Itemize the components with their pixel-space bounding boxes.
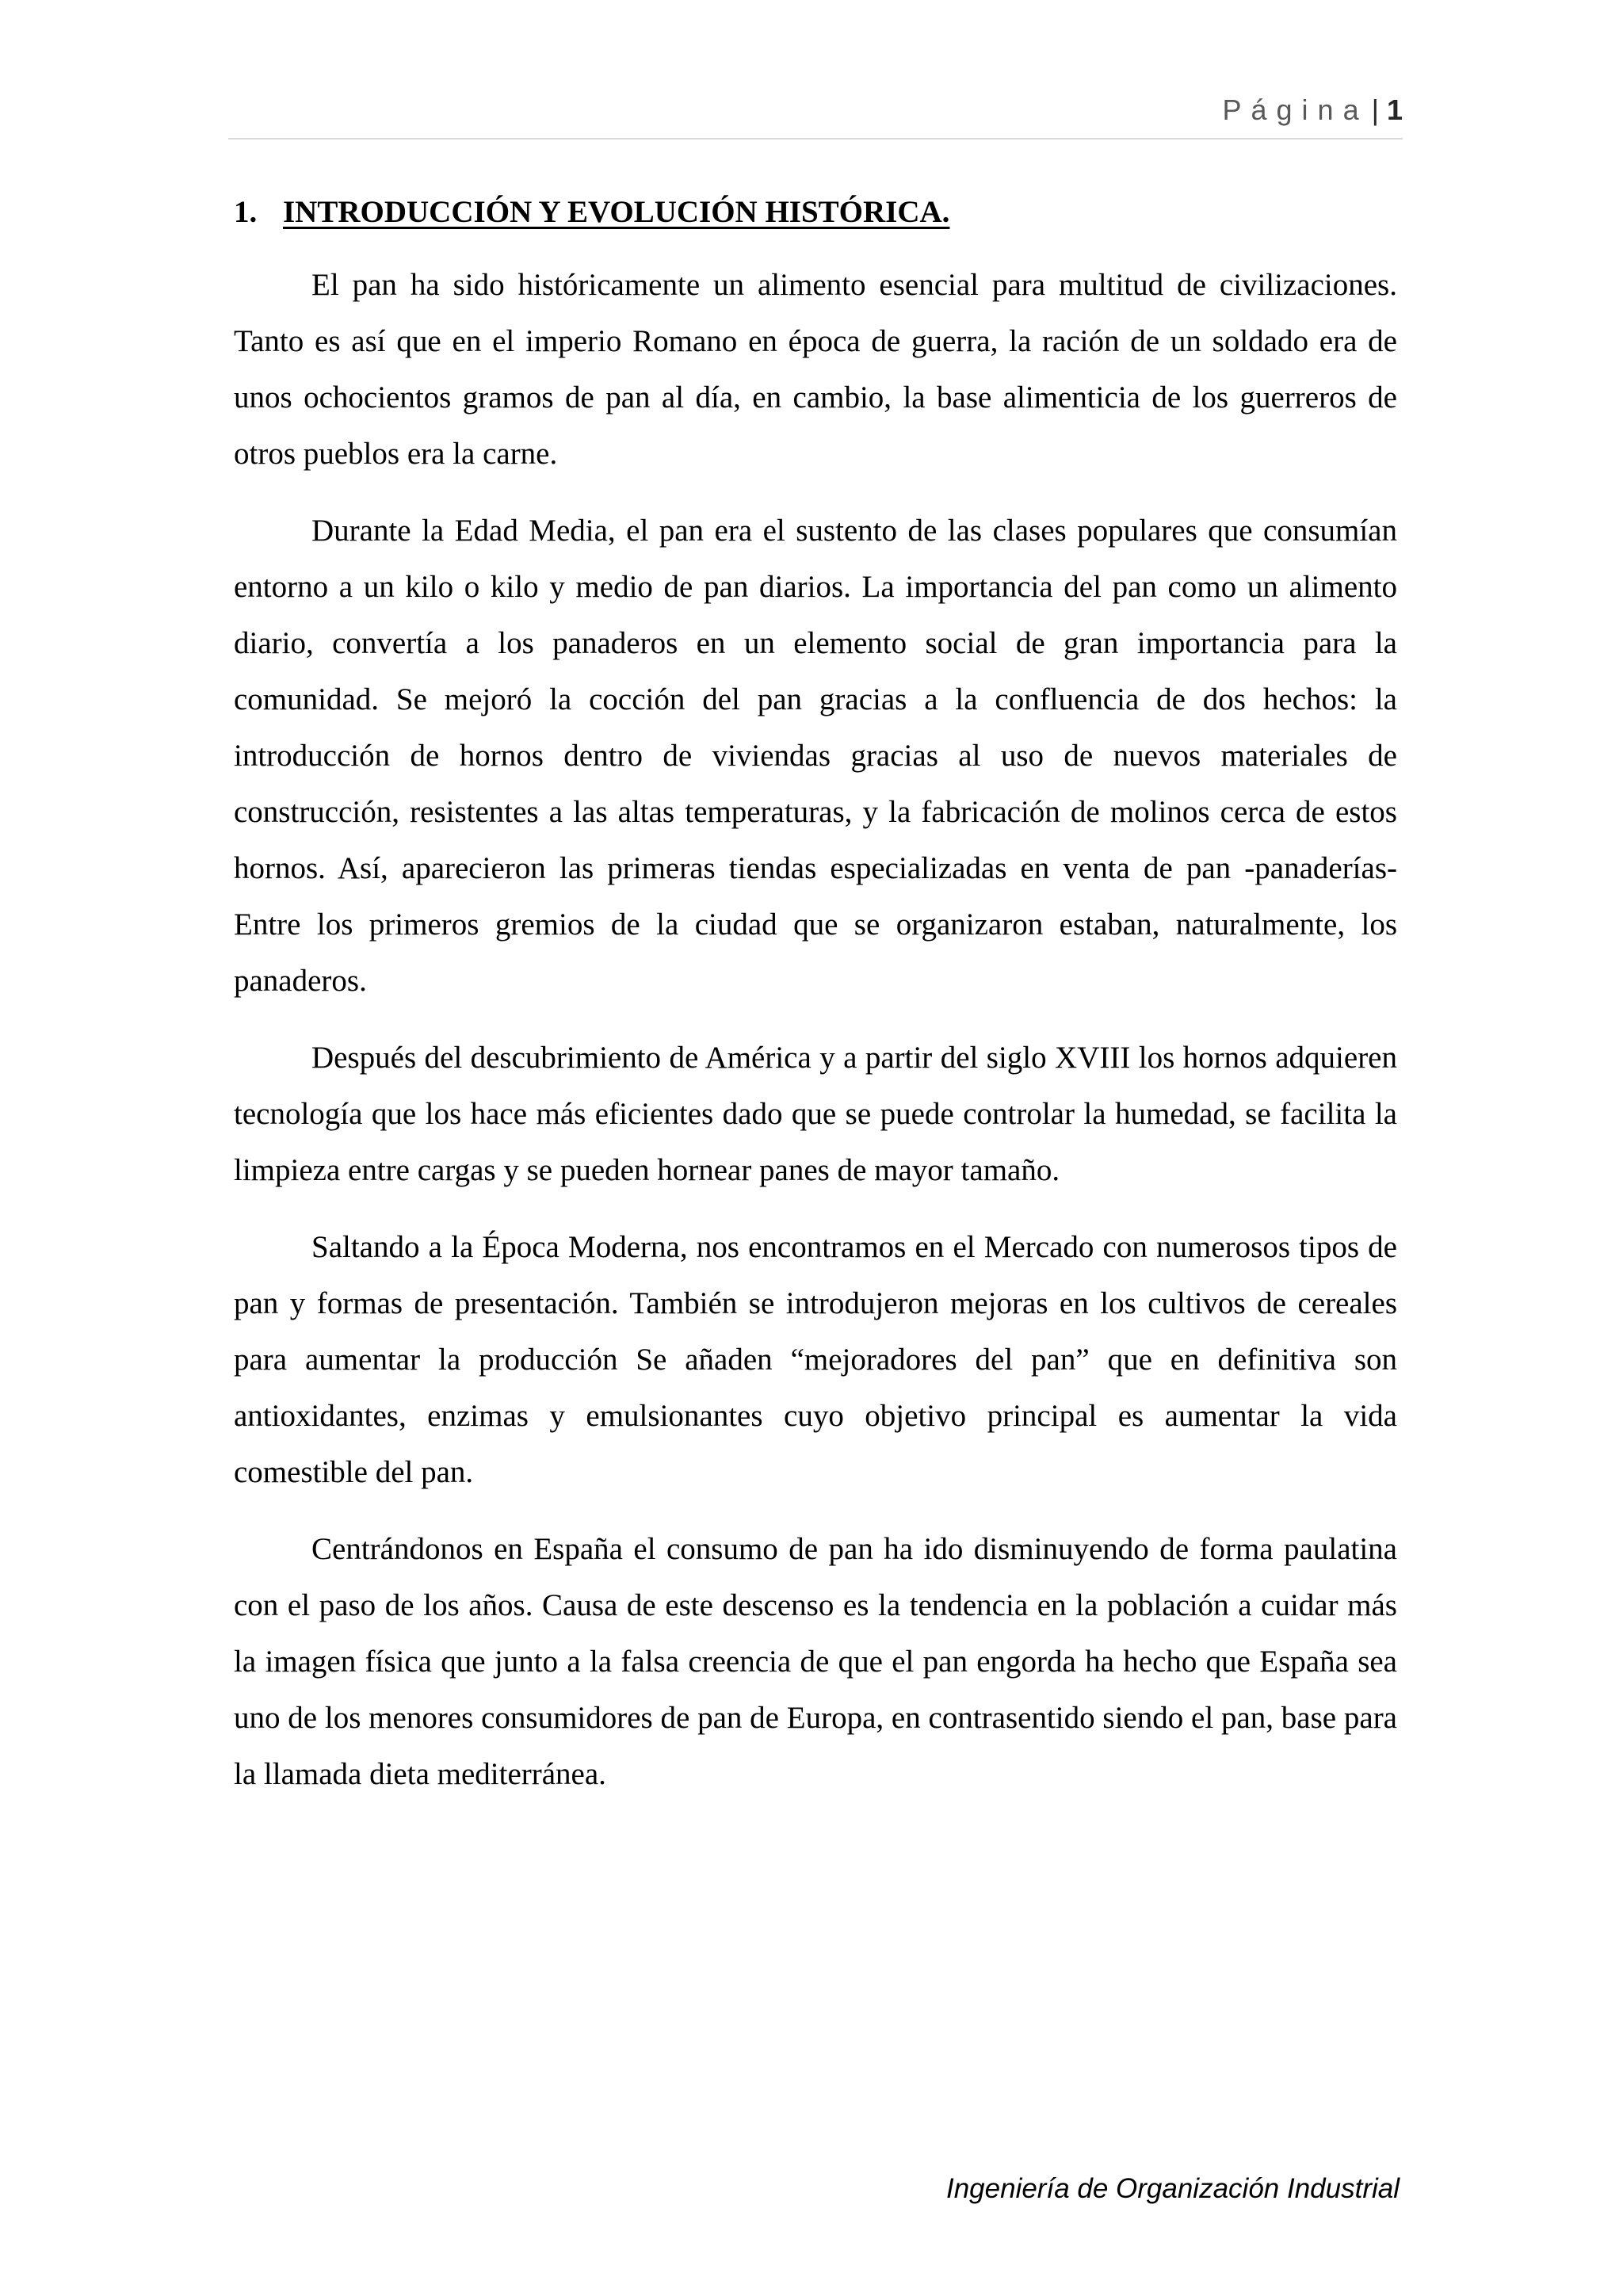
- paragraph: Centrándonos en España el consumo de pan ha ido disminuyendo de forma paulatina con el paso de los años. Causa de este descenso es la tendencia en la población a cuidar más la imagen física que junto a la falsa creencia de que el pan engorda ha hecho que España sea uno de los menores consumidores de pan de Europa, en contrasentido siendo el pan, base para la llamada dieta mediterránea.: [234, 1532, 1397, 1791]
- page-number: 1: [1386, 94, 1403, 126]
- page-header: [228, 94, 1403, 139]
- page-footer: Ingeniería de Organización Industrial: [945, 2173, 1400, 2204]
- header-separator: |: [1371, 94, 1379, 126]
- page-number-label: [1223, 94, 1403, 127]
- page-word: Página: [1222, 94, 1369, 126]
- paragraph: Después del descubrimiento de América y a partir del siglo XVIII los hornos adquieren tecnología que los hace más eficientes dado que se puede controlar la humedad, se facilita la limpieza entre cargas y se pueden hornear panes de mayor tamaño.: [234, 1041, 1397, 1187]
- section-heading: [234, 189, 1397, 236]
- section-number: 1.: [234, 195, 258, 229]
- paragraph: Saltando a la Época Moderna, nos encontramos en el Mercado con numerosos tipos de pan y formas de presentación. También se introdujeron mejoras en los cultivos de cereales para aumentar la producción Se añaden “mejoradores del pan” que en definitiva son antioxidantes, enzimas y emulsionantes cuyo objetivo principal es aumentar la vida comestible del pan.: [234, 1230, 1397, 1489]
- document-body: [234, 189, 1397, 1823]
- paragraph: El pan ha sido históricamente un alimento esencial para multitud de civilizaciones. Tanto es así que en el imperio Romano en época de guerra, la ración de un soldado era de unos ochocientos gramos de pan al día, en cambio, la base alimenticia de los guerreros de otros pueblos era la carne.: [234, 268, 1397, 471]
- paragraph: Durante la Edad Media, el pan era el sustento de las clases populares que consumían entorno a un kilo o kilo y medio de pan diarios. La importancia del pan como un alimento diario, convertía a los panaderos en un elemento social de gran importancia para la comunidad. Se mejoró la cocción del pan gracias a la confluencia de dos hechos: la introducción de hornos dentro de viviendas gracias al uso de nuevos materiales de construcción, resistentes a las altas temperaturas, y la fabricación de molinos cerca de estos hornos. Así, aparecieron las primeras tiendas especializadas en venta de pan -panaderías- Entre los primeros gremios de la ciudad que se organizaron estaban, naturalmente, los panaderos.: [234, 514, 1397, 998]
- section-title: INTRODUCCIÓN Y EVOLUCIÓN HISTÓRICA.: [283, 195, 950, 229]
